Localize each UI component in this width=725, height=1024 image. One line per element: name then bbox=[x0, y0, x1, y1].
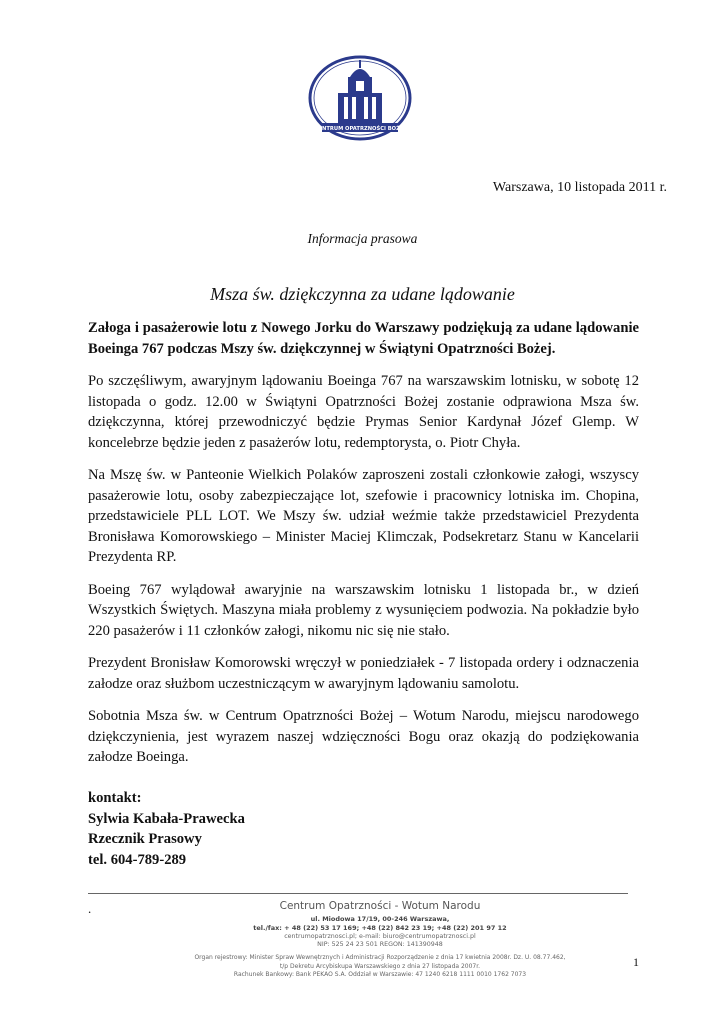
document-body bbox=[88, 318, 639, 780]
contact-role: Rzecznik Prasowy bbox=[88, 831, 202, 847]
logo-emblem-icon bbox=[308, 55, 412, 141]
body-paragraph: Boeing 767 wylądował awaryjnie na warszawskim lotnisku 1 listopada br., w dzień Wszystkich Świętych. Maszyna miała problemy z wysunięciem podwozia. Na pokładzie było 220 pasażerów i 11 członków załogi, nikomu nic się nie stało. bbox=[88, 581, 639, 639]
footer-phones: tel./fax: + 48 (22) 53 17 169; +48 (22) 842 23 19; +48 (22) 201 97 12 bbox=[253, 924, 507, 932]
footer-bank-account: Rachunek Bankowy: Bank PEKAO S.A. Oddział w Warszawie: 47 1240 6218 1111 0010 1762 7073 bbox=[233, 971, 527, 978]
footer-legal-registration: Organ rejestrowy: Minister Spraw Wewnętrznych i Administracji Rozporządzenie z dnia 17 kwietnia 2008r. Dz. U. 08.77.462, bbox=[194, 954, 566, 961]
document-type-label: Informacja prasowa bbox=[307, 231, 418, 246]
body-paragraph: Prezydent Bronisław Komorowski wręczył w poniedziałek - 7 listopada ordery i odznaczenia załodze oraz służbom uczestniczącym w awaryjnym lądowaniu samolotu. bbox=[88, 655, 639, 692]
page-title: Msza św. dziękczynna za udane lądowanie bbox=[210, 284, 515, 304]
body-paragraph: Po szczęśliwym, awaryjnym lądowaniu Boeinga 767 na warszawskim lotnisku, w sobotę 12 listopada o godz. 12.00 w Świątyni Opatrzności Bożej zostanie odprawiona Msza św. dziękczynna, której przewodniczyć będzie Prymas Senior Kardynał Józef Glemp. W koncelebrze będzie jeden z pasażerów lotu, redemptorysta, o. Piotr Chyła. bbox=[88, 373, 639, 451]
footer-legal-decree: t/p Dekretu Arcybiskupa Warszawskiego z dnia 27 listopada 2007r. bbox=[279, 962, 481, 970]
footer-address: ul. Miodowa 17/19, 00-246 Warszawa, bbox=[310, 915, 450, 923]
document-date: Warszawa, 10 listopada 2011 r. bbox=[492, 180, 667, 195]
contact-name: Sylwia Kabała-Prawecka bbox=[88, 810, 245, 827]
footer-dot: . bbox=[88, 901, 92, 916]
page-number: 1 bbox=[633, 955, 639, 969]
footer-divider bbox=[88, 893, 628, 894]
logo-text: CENTRUM OPATRZNOŚCI BOŻEJ bbox=[314, 125, 406, 132]
lead-paragraph: Załoga i pasażerowie lotu z Nowego Jorku do Warszawy podziękują za udane lądowanie Boeinga 767 podczas Mszy św. dziękczynnej w Świątyni Opatrzności Bożej. bbox=[88, 320, 639, 357]
footer-web-email: centrumopatrznosci.pl; e-mail: biuro@centrumopatrznosci.pl bbox=[284, 933, 476, 940]
footer bbox=[150, 900, 610, 980]
footer-org-name: Centrum Opatrzności - Wotum Narodu bbox=[279, 900, 481, 912]
footer-nip-regon: NIP: 525 24 23 501 REGON: 141390948 bbox=[317, 941, 443, 948]
centrum-opatrznosci-logo bbox=[308, 55, 412, 141]
body-paragraph: Sobotnia Msza św. w Centrum Opatrzności Bożej – Wotum Narodu, miejscu narodowego dziękczynienia, jest wyrazem naszej wdzięczności Bogu oraz okazją do podziękowania załodze Boeinga. bbox=[88, 708, 639, 765]
contact-heading: kontakt: bbox=[88, 790, 142, 806]
contact-phone: tel. 604-789-289 bbox=[88, 851, 187, 868]
body-paragraph: Na Mszę św. w Panteonie Wielkich Polaków zaproszeni zostali członkowie załogi, wszyscy pasażerowie lotu, osoby zabezpieczające lot, szefowie i pracownicy lotniska im. Chopina, przedstawiciele PLL LOT. We Mszy św. udział weźmie także przedstawiciel Prezydenta Bronisława Komorowskiego – Minister Maciej Klimczak, Podsekretarz Stanu w Kancelarii Prezydenta RP. bbox=[88, 467, 639, 565]
contact-block bbox=[88, 788, 245, 870]
